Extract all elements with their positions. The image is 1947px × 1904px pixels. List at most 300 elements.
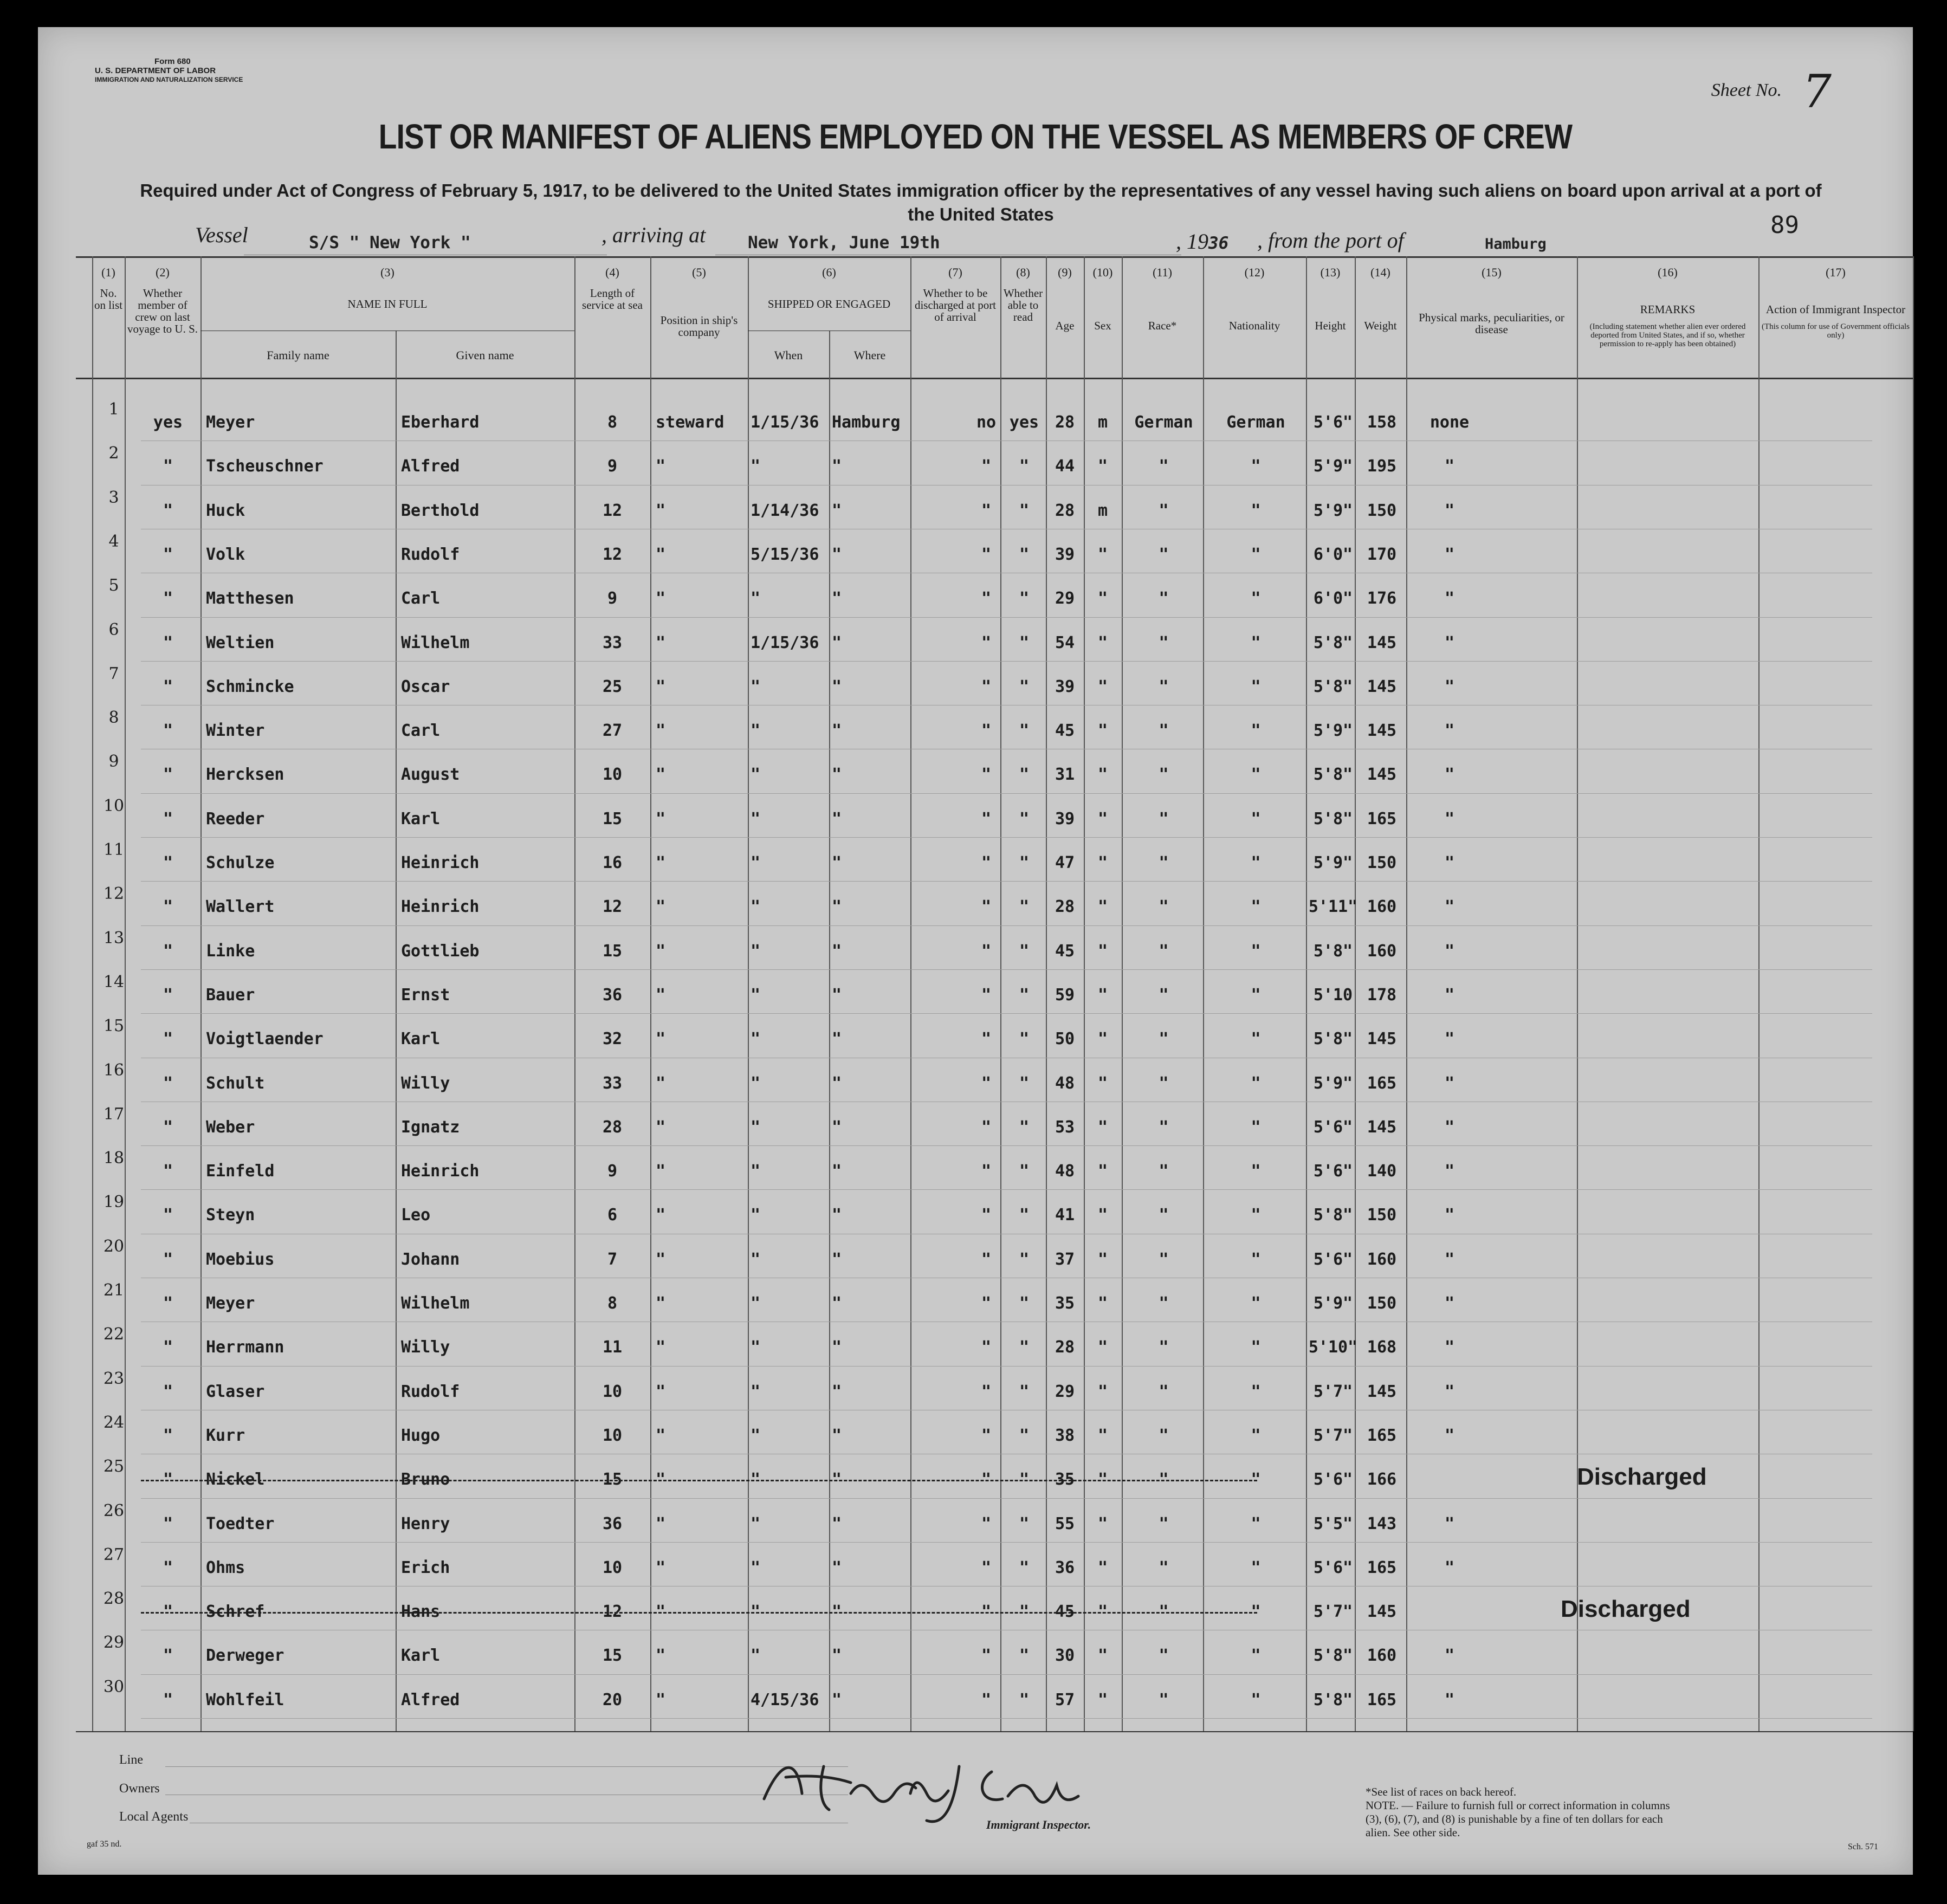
crew-marks: none <box>1429 413 1470 432</box>
crew-height: 5'8" <box>1313 677 1353 696</box>
strikethrough-line <box>141 1612 1257 1614</box>
crew-marks: " <box>1444 765 1455 785</box>
crew-sex: " <box>1097 1162 1108 1181</box>
crew-race: " <box>1159 545 1169 564</box>
crew-nationality: " <box>1251 1073 1261 1093</box>
row-rule <box>141 881 1872 882</box>
crew-read: " <box>1019 1514 1030 1533</box>
crew-sex: " <box>1097 1206 1108 1225</box>
crew-given: Karl <box>401 1646 441 1666</box>
crew-when: " <box>751 985 761 1005</box>
crew-weight: 145 <box>1367 677 1397 696</box>
crew-discharge: " <box>981 1690 992 1709</box>
crew-discharge: " <box>981 1382 992 1401</box>
crew-position: " <box>656 941 666 961</box>
crew-age: 31 <box>1055 765 1075 785</box>
crew-age: 59 <box>1055 985 1075 1005</box>
column-number: (14) <box>1370 265 1390 279</box>
row-number: 8 <box>108 708 119 728</box>
crew-given: Wilhelm <box>401 1294 470 1313</box>
crew-nationality: " <box>1251 1206 1261 1225</box>
crew-given: Leo <box>401 1206 431 1225</box>
footer-notes <box>1366 1785 1680 1840</box>
crew-age: 38 <box>1055 1426 1075 1445</box>
column-header: REMARKS <box>1640 303 1696 316</box>
crew-service: 9 <box>607 457 618 476</box>
fine-note: NOTE. — Failure to furnish full or correct information in columns (3), (6), (7), and (8) is punishable by a fine of ten dollars for each alien. See other side. <box>1366 1799 1670 1839</box>
crew-given: Gottlieb <box>401 941 480 961</box>
crew-discharge: " <box>981 1426 992 1445</box>
crew-prev: yes <box>153 413 183 432</box>
crew-race: " <box>1159 457 1169 476</box>
crew-prev: " <box>163 721 173 741</box>
crew-read: " <box>1019 1646 1030 1666</box>
crew-where: " <box>832 1470 842 1489</box>
row-number: 13 <box>103 928 125 948</box>
crew-prev: " <box>163 853 173 872</box>
row-number: 10 <box>103 796 125 815</box>
crew-weight: 165 <box>1367 809 1397 828</box>
crew-weight: 145 <box>1367 1602 1397 1622</box>
crew-age: 45 <box>1055 1602 1075 1622</box>
crew-discharge: " <box>981 501 992 520</box>
crew-family: Derweger <box>206 1646 284 1666</box>
crew-nationality: " <box>1251 765 1261 785</box>
crew-race: " <box>1159 633 1169 652</box>
crew-where: " <box>832 853 842 872</box>
crew-age: 35 <box>1055 1294 1075 1313</box>
crew-family: Steyn <box>206 1206 255 1225</box>
crew-sex: " <box>1097 1249 1108 1269</box>
table-bottom-rule <box>76 1731 1913 1732</box>
crew-discharge: " <box>981 897 992 917</box>
table-top-rule <box>76 256 1913 258</box>
row-number: 25 <box>103 1457 125 1476</box>
crew-height: 5'8" <box>1313 1029 1353 1049</box>
crew-where: " <box>832 1249 842 1269</box>
crew-position: " <box>656 501 666 520</box>
crew-where: " <box>832 985 842 1005</box>
sheet-number: 7 <box>1802 65 1832 118</box>
crew-sex: " <box>1097 1602 1108 1622</box>
crew-race: " <box>1159 1117 1169 1137</box>
crew-weight: 178 <box>1367 985 1397 1005</box>
column-subheader: Family name <box>267 348 329 362</box>
crew-where: " <box>832 897 842 917</box>
crew-sex: " <box>1097 1426 1108 1445</box>
crew-weight: 165 <box>1367 1558 1397 1577</box>
crew-prev: " <box>163 1162 173 1181</box>
column-number: (11) <box>1153 265 1172 279</box>
crew-sex: " <box>1097 1382 1108 1401</box>
crew-discharge: " <box>981 985 992 1005</box>
row-rule <box>141 1189 1872 1190</box>
crew-position: " <box>656 1249 666 1269</box>
crew-marks: " <box>1444 457 1455 476</box>
crew-prev: " <box>163 457 173 476</box>
row-rule <box>141 1366 1872 1367</box>
crew-where: " <box>832 1206 842 1225</box>
crew-sex: m <box>1097 413 1108 432</box>
crew-read: " <box>1019 853 1030 872</box>
crew-family: Hercksen <box>206 765 284 785</box>
column-header: SHIPPED OR ENGAGED <box>767 297 891 310</box>
crew-height: 5'8" <box>1313 1690 1353 1709</box>
crew-height: 5'9" <box>1313 721 1353 741</box>
crew-position: " <box>656 677 666 696</box>
crew-sex: " <box>1097 457 1108 476</box>
row-number: 14 <box>103 972 125 992</box>
crew-height: 5'9" <box>1313 853 1353 872</box>
crew-weight: 160 <box>1367 897 1397 917</box>
crew-given: Willy <box>401 1073 450 1093</box>
crew-given: Heinrich <box>401 853 480 872</box>
crew-read: " <box>1019 545 1030 564</box>
discharged-stamp: Discharged <box>1577 1463 1707 1491</box>
column-divider <box>574 256 575 1731</box>
column-number: (9) <box>1058 265 1072 279</box>
crew-discharge: no <box>976 413 997 432</box>
year-prefix: , 19 <box>1176 229 1208 254</box>
crew-nationality: " <box>1251 985 1261 1005</box>
crew-family: Nickel <box>206 1470 265 1489</box>
column-number: (12) <box>1244 265 1265 279</box>
crew-age: 57 <box>1055 1690 1075 1709</box>
crew-when: 1/15/36 <box>751 413 819 432</box>
crew-race: " <box>1159 1470 1169 1489</box>
crew-where: " <box>832 1558 842 1577</box>
crew-marks: " <box>1444 677 1455 696</box>
column-number: (2) <box>156 265 170 279</box>
department-name: U. S. DEPARTMENT OF LABOR <box>95 66 216 75</box>
crew-height: 5'10" <box>1308 1338 1358 1357</box>
crew-read: " <box>1019 1249 1030 1269</box>
column-divider <box>650 256 651 1731</box>
crew-height: 6'0" <box>1313 589 1353 608</box>
crew-where: " <box>832 1690 842 1709</box>
crew-discharge: " <box>981 1162 992 1181</box>
crew-prev: " <box>163 1338 173 1357</box>
crew-read: " <box>1019 985 1030 1005</box>
column-note: (This column for use of Government officials only) <box>1762 322 1910 340</box>
crew-read: " <box>1019 1073 1030 1093</box>
crew-given: Rudolf <box>401 545 460 564</box>
crew-race: " <box>1159 1690 1169 1709</box>
crew-position: " <box>656 765 666 785</box>
service-name: IMMIGRATION AND NATURALIZATION SERVICE <box>95 76 243 83</box>
crew-where: Hamburg <box>832 413 901 432</box>
crew-age: 39 <box>1055 545 1075 564</box>
line-label: Line <box>119 1753 143 1767</box>
column-header: Whether able to read <box>1003 287 1043 323</box>
crew-marks: " <box>1444 1382 1455 1401</box>
crew-discharge: " <box>981 1514 992 1533</box>
crew-discharge: " <box>981 941 992 961</box>
crew-where: " <box>832 765 842 785</box>
crew-prev: " <box>163 1249 173 1269</box>
crew-sex: " <box>1097 1117 1108 1137</box>
crew-height: 5'6" <box>1313 1249 1353 1269</box>
crew-age: 36 <box>1055 1558 1075 1577</box>
crew-where: " <box>832 1426 842 1445</box>
crew-position: " <box>656 545 666 564</box>
column-divider <box>1122 256 1123 1731</box>
crew-when: 1/15/36 <box>751 633 819 652</box>
column-divider <box>1758 256 1760 1731</box>
crew-service: 8 <box>607 413 618 432</box>
crew-height: 5'9" <box>1313 457 1353 476</box>
crew-when: " <box>751 853 761 872</box>
crew-age: 41 <box>1055 1206 1075 1225</box>
crew-read: " <box>1019 1117 1030 1137</box>
crew-where: " <box>832 1382 842 1401</box>
crew-marks: " <box>1444 633 1455 652</box>
crew-given: Karl <box>401 809 441 828</box>
crew-marks: " <box>1444 1646 1455 1666</box>
crew-prev: " <box>163 1382 173 1401</box>
crew-marks: " <box>1444 1558 1455 1577</box>
column-number: (16) <box>1658 265 1678 279</box>
crew-weight: 160 <box>1367 1249 1397 1269</box>
local-agents-label: Local Agents <box>119 1810 189 1824</box>
crew-weight: 145 <box>1367 633 1397 652</box>
crew-nationality: " <box>1251 545 1261 564</box>
column-header: Whether to be discharged at port of arrival <box>914 287 997 323</box>
crew-race: " <box>1159 941 1169 961</box>
crew-marks: " <box>1444 1338 1455 1357</box>
crew-when: " <box>751 765 761 785</box>
crew-height: 5'6" <box>1313 1162 1353 1181</box>
strikethrough-line <box>141 1480 1257 1481</box>
crew-sex: " <box>1097 721 1108 741</box>
crew-when: " <box>751 677 761 696</box>
crew-position: steward <box>656 413 725 432</box>
schedule-code: Sch. 571 <box>1848 1842 1878 1851</box>
crew-discharge: " <box>981 589 992 608</box>
crew-read: " <box>1019 721 1030 741</box>
from-port: Hamburg <box>1485 236 1547 252</box>
crew-family: Voigtlaender <box>206 1029 324 1049</box>
crew-where: " <box>832 1073 842 1093</box>
crew-prev: " <box>163 897 173 917</box>
crew-read: " <box>1019 1690 1030 1709</box>
crew-nationality: " <box>1251 1117 1261 1137</box>
crew-height: 5'8" <box>1313 765 1353 785</box>
column-subheader: Given name <box>456 348 514 362</box>
crew-discharge: " <box>981 853 992 872</box>
crew-when: " <box>751 1470 761 1489</box>
crew-read: " <box>1019 1558 1030 1577</box>
crew-read: " <box>1019 1382 1030 1401</box>
crew-service: 10 <box>602 1382 623 1401</box>
crew-given: Johann <box>401 1249 460 1269</box>
crew-read: " <box>1019 1338 1030 1357</box>
column-number: (10) <box>1092 265 1113 279</box>
crew-sex: " <box>1097 1294 1108 1313</box>
crew-service: 10 <box>602 1426 623 1445</box>
row-number: 5 <box>108 576 119 595</box>
crew-race: " <box>1159 809 1169 828</box>
crew-position: " <box>656 1690 666 1709</box>
crew-read: " <box>1019 1470 1030 1489</box>
crew-when: 4/15/36 <box>751 1690 819 1709</box>
crew-weight: 176 <box>1367 589 1397 608</box>
crew-family: Schult <box>206 1073 265 1093</box>
crew-when: 5/15/36 <box>751 545 819 564</box>
row-number: 2 <box>108 444 119 463</box>
crew-given: Rudolf <box>401 1382 460 1401</box>
crew-nationality: " <box>1251 853 1261 872</box>
crew-marks: " <box>1444 985 1455 1005</box>
crew-where: " <box>832 1162 842 1181</box>
crew-age: 54 <box>1055 633 1075 652</box>
crew-position: " <box>656 809 666 828</box>
crew-when: " <box>751 1514 761 1533</box>
row-number: 12 <box>103 884 125 904</box>
crew-weight: 168 <box>1367 1338 1397 1357</box>
crew-family: Weber <box>206 1117 255 1137</box>
vessel-name: S/S " New York " <box>309 233 471 252</box>
crew-position: " <box>656 1646 666 1666</box>
crew-service: 15 <box>602 809 623 828</box>
crew-discharge: " <box>981 1206 992 1225</box>
crew-discharge: " <box>981 1029 992 1049</box>
column-divider <box>1913 256 1914 1731</box>
crew-position: " <box>656 1602 666 1622</box>
crew-height: 5'9" <box>1313 1073 1353 1093</box>
row-rule <box>141 1718 1872 1719</box>
column-header: Physical marks, peculiarities, or disease <box>1419 311 1564 336</box>
crew-position: " <box>656 1514 666 1533</box>
crew-when: " <box>751 589 761 608</box>
column-header: No. on list <box>94 287 122 312</box>
crew-position: " <box>656 1470 666 1489</box>
column-header: Weight <box>1364 319 1397 332</box>
crew-where: " <box>832 545 842 564</box>
column-number: (13) <box>1320 265 1341 279</box>
crew-family: Kurr <box>206 1426 245 1445</box>
crew-when: " <box>751 1029 761 1049</box>
crew-weight: 150 <box>1367 1294 1397 1313</box>
crew-prev: " <box>163 1646 173 1666</box>
crew-nationality: German <box>1226 413 1285 432</box>
crew-service: 36 <box>602 985 623 1005</box>
crew-family: Toedter <box>206 1514 275 1533</box>
row-number: 23 <box>103 1369 125 1388</box>
row-number: 6 <box>108 620 119 639</box>
form-header <box>95 57 243 85</box>
crew-given: Oscar <box>401 677 450 696</box>
sheet-number-block <box>1711 65 1832 118</box>
crew-sex: " <box>1097 545 1108 564</box>
crew-read: " <box>1019 809 1030 828</box>
row-number: 18 <box>103 1149 125 1168</box>
crew-prev: " <box>163 1602 173 1622</box>
crew-nationality: " <box>1251 1162 1261 1181</box>
crew-nationality: " <box>1251 1382 1261 1401</box>
crew-where: " <box>832 941 842 961</box>
crew-position: " <box>656 1029 666 1049</box>
row-number: 22 <box>103 1325 125 1344</box>
crew-position: " <box>656 457 666 476</box>
crew-height: 5'6" <box>1313 413 1353 432</box>
crew-age: 29 <box>1055 1382 1075 1401</box>
crew-nationality: " <box>1251 1029 1261 1049</box>
crew-read: " <box>1019 677 1030 696</box>
crew-weight: 158 <box>1367 413 1397 432</box>
crew-read: " <box>1019 457 1030 476</box>
crew-service: 15 <box>602 1646 623 1666</box>
year-value: 36 <box>1208 234 1229 253</box>
crew-family: Reeder <box>206 809 265 828</box>
crew-prev: " <box>163 1470 173 1489</box>
crew-where: " <box>832 501 842 520</box>
crew-discharge: " <box>981 1073 992 1093</box>
crew-marks: " <box>1444 1117 1455 1137</box>
crew-race: " <box>1159 1382 1169 1401</box>
crew-marks: " <box>1444 589 1455 608</box>
crew-race: " <box>1159 1294 1169 1313</box>
crew-height: 5'10 <box>1313 985 1353 1005</box>
sheet-number-label: Sheet No. <box>1711 80 1782 100</box>
crew-service: 8 <box>607 1294 618 1313</box>
crew-marks: " <box>1444 1690 1455 1709</box>
crew-sex: " <box>1097 677 1108 696</box>
crew-service: 28 <box>602 1117 623 1137</box>
row-number: 16 <box>103 1060 125 1080</box>
crew-given: Henry <box>401 1514 450 1533</box>
crew-nationality: " <box>1251 501 1261 520</box>
crew-weight: 165 <box>1367 1426 1397 1445</box>
crew-weight: 160 <box>1367 941 1397 961</box>
crew-read: " <box>1019 633 1030 652</box>
crew-age: 37 <box>1055 1249 1075 1269</box>
crew-age: 45 <box>1055 941 1075 961</box>
crew-when: " <box>751 457 761 476</box>
crew-when: " <box>751 721 761 741</box>
crew-marks: " <box>1444 1073 1455 1093</box>
crew-sex: " <box>1097 1514 1108 1533</box>
crew-nationality: " <box>1251 1558 1261 1577</box>
crew-age: 29 <box>1055 589 1075 608</box>
column-header: Position in ship's company <box>660 314 738 339</box>
crew-race: " <box>1159 1338 1169 1357</box>
crew-weight: 145 <box>1367 1029 1397 1049</box>
crew-read: " <box>1019 1602 1030 1622</box>
crew-height: 5'7" <box>1313 1382 1353 1401</box>
crew-given: Wilhelm <box>401 633 470 652</box>
column-header: Sex <box>1094 319 1111 332</box>
crew-discharge: " <box>981 1646 992 1666</box>
crew-nationality: " <box>1251 1426 1261 1445</box>
crew-weight: 170 <box>1367 545 1397 564</box>
crew-given: Bruno <box>401 1470 450 1489</box>
column-number: (4) <box>605 265 619 279</box>
crew-where: " <box>832 1514 842 1533</box>
crew-position: " <box>656 1294 666 1313</box>
crew-height: 5'8" <box>1313 1646 1353 1666</box>
crew-family: Schulze <box>206 853 275 872</box>
column-divider <box>1406 256 1407 1731</box>
crew-race: " <box>1159 721 1169 741</box>
crew-prev: " <box>163 677 173 696</box>
crew-height: 5'11" <box>1308 897 1358 917</box>
crew-where: " <box>832 809 842 828</box>
crew-weight: 150 <box>1367 1206 1397 1225</box>
crew-nationality: " <box>1251 1514 1261 1533</box>
crew-service: 10 <box>602 1558 623 1577</box>
crew-given: Heinrich <box>401 897 480 917</box>
